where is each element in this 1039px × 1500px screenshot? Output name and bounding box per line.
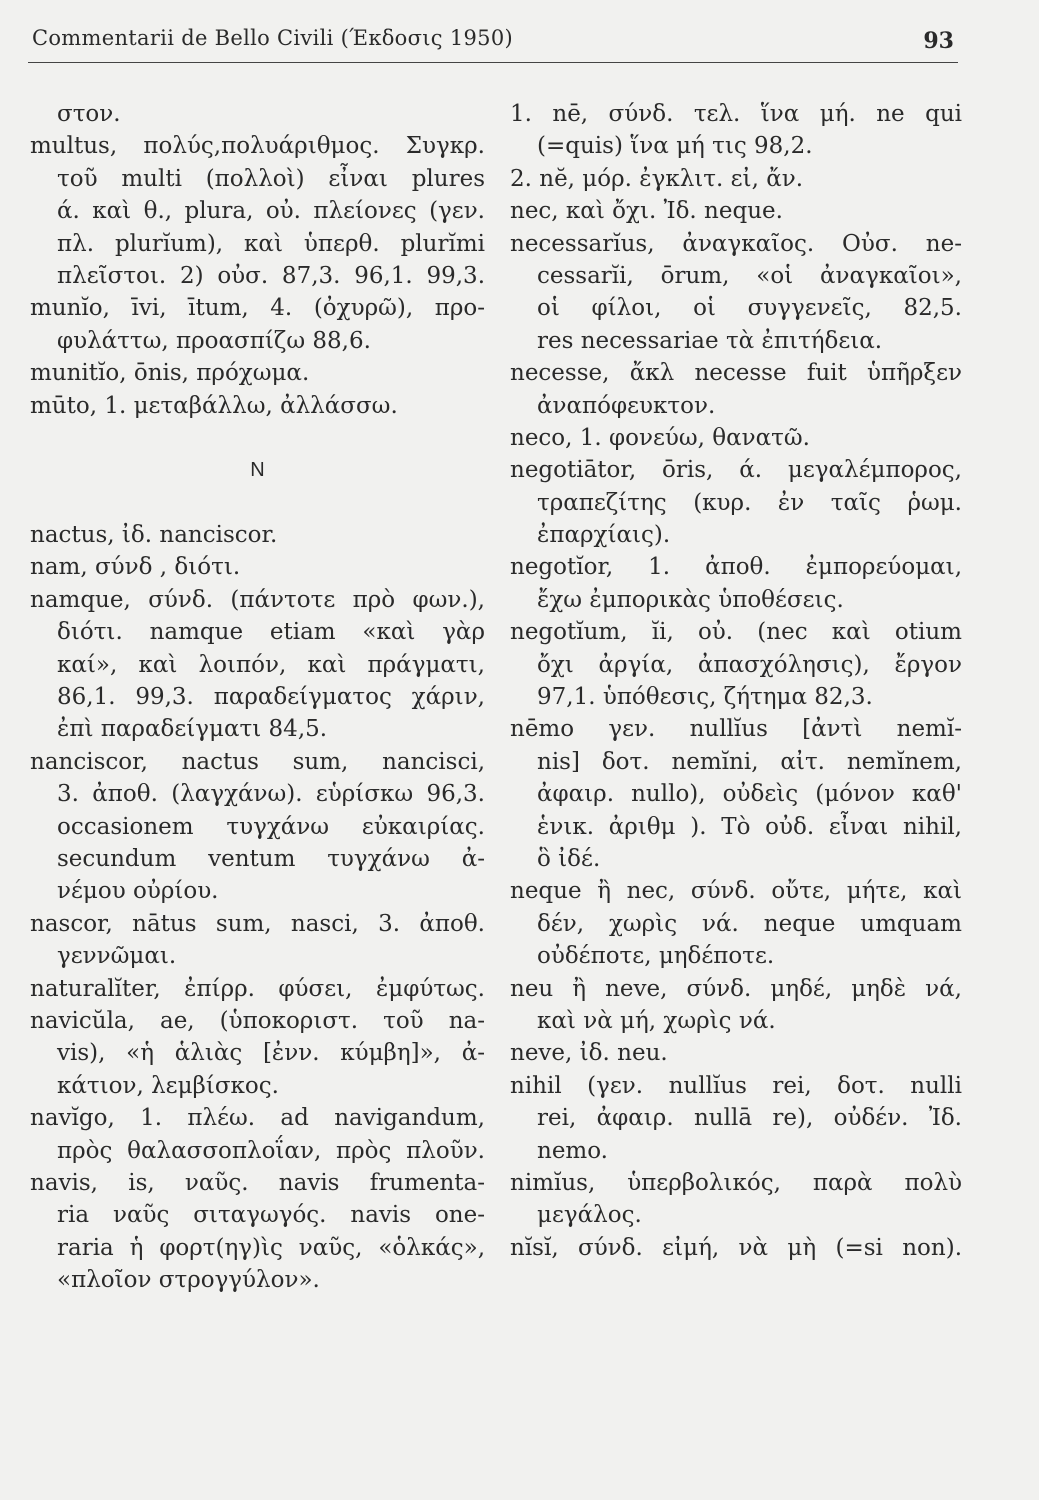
entry-headword-line: navicŭla, ae, (ὑποκοριστ. τοῦ na- xyxy=(30,1007,485,1034)
entry-headword-line: nĭsĭ, σύνδ. εἰμή, νὰ μὴ (=si non). xyxy=(510,1234,962,1261)
entry-continuation-line: διότι. namque etiam «καὶ γὰρ xyxy=(57,619,485,646)
entry-headword-line: nam, σύνδ , διότι. xyxy=(30,554,241,581)
running-title: Commentarii de Bello Civili (Έκδοσις 1950) xyxy=(32,26,513,50)
entry-headword-line: 1. nē, σύνδ. τελ. ἵνα μή. ne qui xyxy=(510,101,962,127)
entry-headword-line: neque ἢ nec, σύνδ. οὔτε, μήτε, καὶ xyxy=(510,878,962,905)
entry-continuation-line: ἐπὶ παραδείγματι 84,5. xyxy=(57,716,328,743)
blank-line xyxy=(30,422,485,454)
entry-continuation-line: nemo. xyxy=(537,1137,608,1164)
section-letter-heading: N xyxy=(250,459,265,482)
blank-line xyxy=(30,487,485,519)
entry-headword-line: multus, πολύς,πολυάριθμος. Συγκρ. xyxy=(30,133,485,160)
entry-continuation-line: vis), «ἡ ἁλιὰς [ἐνν. κύμβη]», ἀ- xyxy=(57,1040,485,1067)
running-header xyxy=(28,22,958,63)
entry-headword-line: nanciscor, nactus sum, nancisci, xyxy=(30,748,485,775)
entry-continuation-line: raria ἡ φορτ(ηγ)ὶς ναῦς, «ὁλκάς», xyxy=(57,1234,485,1261)
entry-continuation-line: 3. ἀποθ. (λαγχάνω). εὑρίσκω 96,3. xyxy=(57,781,485,808)
entry-headword-line: nec, καὶ ὄχι. Ἰδ. neque. xyxy=(510,198,783,225)
entry-headword-line: nihil (γεν. nullĭus rei, δοτ. nulli xyxy=(510,1072,962,1099)
entry-continuation-line: γεννῶμαι. xyxy=(57,943,177,970)
entry-continuation-line: occasionem τυγχάνω εὐκαιρίας. xyxy=(57,813,485,840)
entry-headword-line: naturalĭter, ἐπίρρ. φύσει, ἐμφύτως. xyxy=(30,975,485,1002)
entry-continuation-line: καί», καὶ λοιπόν, καὶ πράγματι, xyxy=(57,651,485,678)
entry-continuation-line: rei, ἀφαιρ. nullā re), οὐδέν. Ἰδ. xyxy=(537,1105,962,1132)
entry-headword-line: namque, σύνδ. (πάντοτε πρὸ φων.), xyxy=(30,586,485,613)
entry-headword-line: neco, 1. φονεύω, θανατῶ. xyxy=(510,424,810,451)
entry-continuation-line: ά. καὶ θ., plura, οὐ. πλείονες (γεν. xyxy=(57,198,485,225)
right-column xyxy=(510,98,962,1264)
entry-headword-line: neu ἢ neve, σύνδ. μηδέ, μηδὲ νά, xyxy=(510,975,962,1002)
entry-continuation-line: καὶ νὰ μή, χωρὶς νά. xyxy=(537,1007,776,1034)
entry-continuation-line: nis] δοτ. nemĭni, αἰτ. nemĭnem, xyxy=(537,748,962,775)
entry-headword-line: navĭgo, 1. πλέω. ad navigandum, xyxy=(30,1105,485,1132)
entry-headword-line: neve, ἰδ. neu. xyxy=(510,1040,668,1067)
entry-headword-line: nascor, nātus sum, nasci, 3. ἀποθ. xyxy=(30,910,485,937)
entry-headword-line: negotiātor, ōris, ά. μεγαλέμπορος, xyxy=(510,457,962,484)
entry-continuation-line: ἑνικ. ἀριθμ ). Τὸ οὐδ. εἶναι nihil, xyxy=(537,813,962,840)
entry-continuation-line: secundum ventum τυγχάνω ἀ- xyxy=(57,845,485,872)
left-column xyxy=(30,98,485,1296)
entry-continuation-line: δέν, χωρὶς νά. neque umquam xyxy=(537,910,962,937)
page-number: 93 xyxy=(923,28,954,54)
entry-continuation-line: πρὸς θαλασσοπλοΐαν, πρὸς πλοῦν. xyxy=(57,1137,485,1164)
entry-continuation-line: νέμου οὐρίου. xyxy=(57,878,219,905)
entry-headword-line: 2. nĕ, μόρ. ἐγκλιτ. εἰ, ἄν. xyxy=(510,165,804,192)
entry-continuation-line: φυλάττω, προασπίζω 88,6. xyxy=(57,327,371,354)
entry-headword-line: nactus, ἰδ. nanciscor. xyxy=(30,522,278,549)
entry-continuation-line: «πλοῖον στρογγύλον». xyxy=(57,1267,320,1294)
entry-headword-line: negotĭum, ĭi, οὐ. (nec καὶ otium xyxy=(510,619,962,646)
entry-headword-line: munitĭo, ōnis, πρόχωμα. xyxy=(30,360,310,387)
entry-continuation-line: ἀφαιρ. nullo), οὐδεὶς (μόνον καθ' xyxy=(537,781,962,808)
entry-headword-line: necessarĭus, ἀναγκαῖος. Οὐσ. ne- xyxy=(510,230,962,257)
entry-continuation-line: τοῦ multi (πολλοὶ) εἶναι plures xyxy=(57,165,485,192)
entry-continuation-line: ἐπαρχίαις). xyxy=(537,522,671,549)
entry-headword-line: necesse, ἄκλ necesse fuit ὑπῆρξεν xyxy=(510,360,962,387)
entry-continuation-line: οἱ φίλοι, οἱ συγγενεῖς, 82,5. xyxy=(537,295,962,322)
entry-continuation-line: ἀναπόφευκτον. xyxy=(537,392,716,419)
entry-headword-line: negotĭor, 1. ἀποθ. ἐμπορεύομαι, xyxy=(510,554,962,581)
entry-continuation-line: ria ναῦς σιταγωγός. navis one- xyxy=(57,1202,485,1229)
entry-continuation-line: οὐδέποτε, μηδέποτε. xyxy=(537,943,775,970)
entry-headword-line: nēmo γεν. nullĭus [ἀντὶ nemĭ- xyxy=(510,716,962,743)
entry-continuation-line: cessarĭi, ōrum, «οἱ ἀναγκαῖοι», xyxy=(537,262,962,289)
entry-continuation-line: κάτιον, λεμβίσκος. xyxy=(57,1072,279,1099)
entry-continuation-line: στον. xyxy=(57,101,121,127)
entry-continuation-line: 97,1. ὑπόθεσις, ζήτημα 82,3. xyxy=(537,684,873,711)
entry-continuation-line: πλεῖστοι. 2) οὐσ. 87,3. 96,1. 99,3. xyxy=(57,262,485,289)
entry-continuation-line: τραπεζίτης (κυρ. ἐν ταῖς ῥωμ. xyxy=(537,489,962,516)
entry-headword-line: nimĭus, ὑπερβολικός, παρὰ πολὺ xyxy=(510,1169,962,1196)
entry-continuation-line: 86,1. 99,3. παραδείγματος χάριν, xyxy=(57,684,485,711)
entry-headword-line: mūto, 1. μεταβάλλω, ἀλλάσσω. xyxy=(30,392,398,419)
entry-continuation-line: ὃ ἰδέ. xyxy=(537,845,601,872)
entry-continuation-line: (=quis) ἵνα μή τις 98,2. xyxy=(537,133,813,160)
entry-headword-line: munĭo, īvi, ītum, 4. (ὀχυρῶ), προ- xyxy=(30,295,485,322)
entry-continuation-line: ἔχω ἐμπορικὰς ὑποθέσεις. xyxy=(537,586,844,613)
entry-continuation-line: ὄχι ἀργία, ἀπασχόλησις), ἔργον xyxy=(537,651,962,678)
entry-continuation-line: μεγάλος. xyxy=(537,1202,642,1229)
entry-headword-line: navis, is, ναῦς. navis frumenta- xyxy=(30,1169,485,1196)
entry-continuation-line: res necessariae τὰ ἐπιτήδεια. xyxy=(537,327,883,354)
entry-continuation-line: πλ. plurĭum), καὶ ὑπερθ. plurĭmi xyxy=(57,230,485,257)
